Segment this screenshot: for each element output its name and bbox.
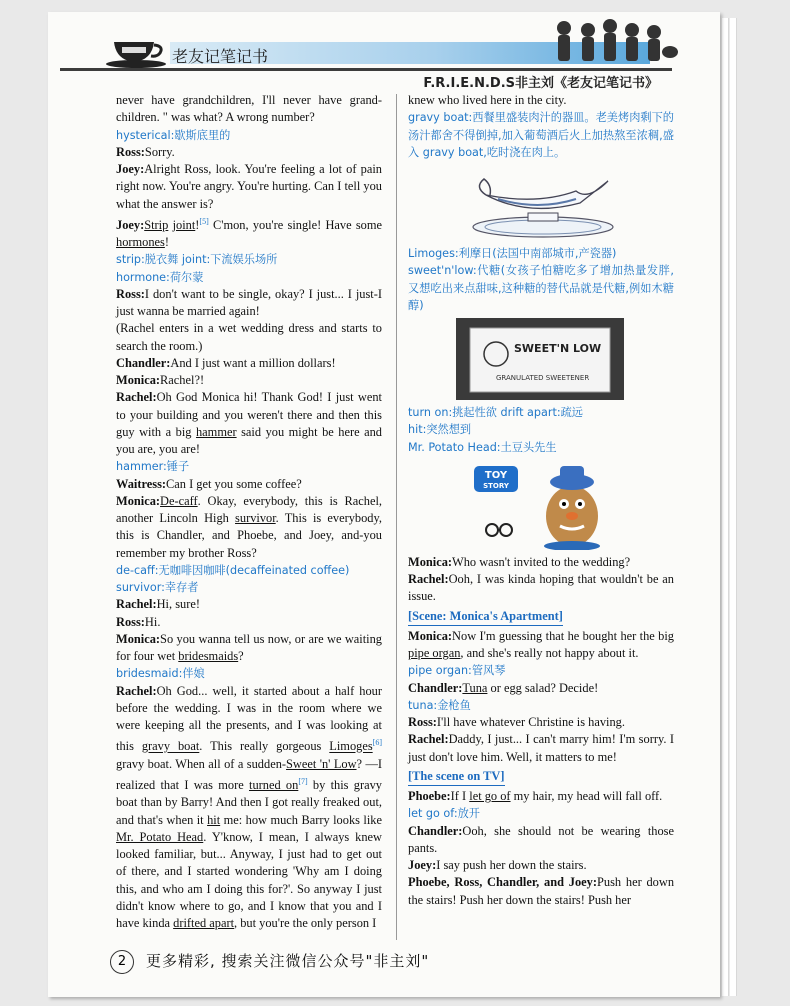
note-text: hysterical:歇斯底里的 [116,128,231,142]
text-run: Push her down the stairs! Push her down the stairs! Push her [408,875,675,907]
text-run: Who wasn't invited to the wedding? [452,554,631,569]
vocab-term: De-caff [160,493,198,508]
dialogue-line [116,683,382,933]
speaker-name: Monica: [116,373,161,388]
vocab-note [408,439,674,456]
vocab-note [116,127,382,144]
page-number: 2 [110,950,134,974]
dialogue-line [116,476,382,493]
dialogue-line [116,144,382,161]
dialogue-line [408,571,674,606]
text-run: or egg salad? Decide! [487,680,599,695]
vocab-term: Mr. Potato Head [116,829,204,844]
text-run: Sorry. [144,144,175,159]
text-run: Can I get you some coffee? [166,476,302,491]
speaker-name: Monica: [408,628,453,643]
text-run: Hi. [144,614,161,629]
text-run: Oh God... well, it started about a half hour before the wedding. I was in the room where we were keeping all the presents, and I was looking at this [116,683,382,754]
sweet-n-low-packet-image [456,318,624,400]
dialogue-line [408,874,674,909]
dialogue-line [116,614,382,631]
speaker-name: Ross: [116,286,145,301]
text-run: Hi, sure! [156,597,200,612]
text-run: my hair, my head will fall off. [510,789,663,803]
text-run: If I [450,789,470,803]
dialogue-line [408,628,674,663]
text-run: never have grandchildren, I'll never have grand-children. " was what? A wrong number? [116,93,382,125]
sweet-brand-text: SWEET'N LOW [514,342,602,355]
note-text: hammer:锤子 [116,460,190,474]
gravy-boat-image [468,165,618,241]
speaker-name: Joey: [408,858,437,872]
text-run: gravy boat. When all of a sudden- [116,756,287,771]
vocab-note [116,251,382,268]
text-run: knew who lived here in the city. [408,93,567,107]
note-text: hormone:荷尔蒙 [116,270,204,284]
text-run: ! [164,235,170,250]
vocab-term: hit [207,812,221,827]
vocab-term: survivor [235,511,276,526]
vocab-note [116,579,382,596]
speaker-name: Rachel: [116,683,157,698]
text-run: Ooh, I was kinda hoping that wouldn't be an issue. [408,572,674,604]
text-run: I say push her down the stairs. [436,858,587,872]
speaker-name: Rachel: [116,390,157,405]
vocab-term: drifted apart [173,916,235,931]
scene-heading [408,766,674,788]
dialogue-line [116,389,382,458]
vocab-note [116,458,382,475]
vocab-term: let go of [469,789,511,803]
page-edge [730,18,737,996]
vocab-note [116,269,382,286]
vocab-term: pipe organ [408,646,461,660]
note-text: pipe organ:管风琴 [408,664,506,678]
note-text: strip:脱衣舞 joint:下流娱乐场所 [116,253,278,267]
text-run: said you might be here and you are, you are! [116,424,383,457]
speaker-name: Rachel: [116,597,157,612]
page-header [60,30,678,98]
vocab-note [408,404,674,421]
page-footer [100,944,700,984]
text-run: by this gravy boat than by Barry! And then I got really freaked out, and that's when it [116,778,382,827]
scene-label: [The scene on TV] [408,768,505,786]
text-run: Ooh, she should not be wearing those pants. [408,823,674,855]
footnote-mark: [6] [372,738,382,748]
text-run: I don't want to be single, okay? I just... I just-I just wanna be married again! [116,286,382,319]
vocab-note [116,562,382,579]
right-column-text [408,554,674,909]
right-column-text [408,245,674,314]
speaker-name: Monica: [116,631,161,646]
text-run: C'mon, you're single! Have some [208,217,382,232]
vocab-note [408,805,674,822]
speaker-name: Ross: [116,144,145,159]
note-text: let go of:放开 [408,807,480,821]
dialogue-line [116,631,382,666]
dialogue-line [116,320,382,355]
speaker-name: Joey: [116,162,145,176]
footnote-mark: [7] [298,777,308,786]
text-run: me: how much Barry looks like [220,812,382,827]
text-run: . This is everybody, this is Chandler, and Phoebe, and Joey, and-you remember my brother Ross? [116,511,382,560]
scene-heading [408,606,674,628]
dialogue-line [408,714,674,731]
text-run: (Rachel enters in a wet wedding dress and starts to search the room.) [116,321,382,353]
note-text: Limoges:利摩日(法国中南部城市,产瓷器) [408,247,617,260]
vocab-note [408,697,674,714]
note-text: survivor:幸存者 [116,581,199,595]
vocab-term: Tuna [462,680,488,695]
dialogue-line [408,92,674,109]
note-text: turn on:挑起性欲 drift apart:疏远 [408,406,583,419]
text-run: . This really gorgeous [199,739,330,754]
dialogue-line [408,680,674,697]
speaker-name: Joey: [116,217,145,232]
text-run: Oh God Monica hi! Thank God! I just went to your building and you weren't there and then this guy with a big [116,390,382,439]
right-column [408,92,674,909]
speaker-name: Monica: [116,493,161,508]
vocab-term: turned on [249,778,299,793]
column-divider [396,94,397,940]
text-run: . Y'know, I mean, I always knew looked familiar, but... Anyway, I just had to get out of there, and I started wondering 'Why am I doing this, and who am I doing this for?'. So anyway I just didn't know where to go, and I know that you and I have kinda [116,829,382,931]
dialogue-line [116,372,382,389]
note-text: bridesmaid:伴娘 [116,667,205,681]
vocab-note [408,262,674,314]
book-title: 老友记笔记书 [172,47,269,66]
dialogue-line [116,92,382,127]
book-subtitle: F.R.I.E.N.D.S非主刘《老友记笔记书》 [423,76,658,91]
dialogue-line [116,213,382,252]
vocab-term: Strip [144,217,169,232]
vocab-note [116,665,382,682]
friends-characters-icon [552,18,678,70]
speaker-name: Rachel: [408,732,449,747]
speaker-name: Waitress: [116,476,167,491]
toy-story-logo-bottom: STORY [483,481,509,490]
vocab-term: joint [172,217,196,232]
dialogue-line [408,731,674,766]
right-column-text [408,404,674,456]
vocab-term: hormones [116,235,165,250]
dialogue-line [116,286,382,321]
speaker-name: Monica: [408,554,453,569]
dialogue-line [408,823,674,858]
vocab-note [408,662,674,679]
speaker-name: Chandler: [408,823,463,838]
note-text: sweet'n'low:代糖(女孩子怕糖吃多了增加热量发胖,又想吃出来点甜味,这种糖的替代品就是代糖,例如木糖醇) [408,264,674,312]
text-run: , but you're the only person I [234,916,377,931]
sweet-caption-text: GRANULATED SWEETENER [496,374,590,382]
speaker-name: Phoebe: [408,789,451,803]
footnote-mark: [5] [199,216,209,226]
dialogue-line [408,857,674,874]
footer-promo-text: 更多精彩, 搜索关注微信公众号"非主刘" [146,952,430,970]
header-rule [60,68,672,71]
dialogue-line [408,788,674,805]
text-run: , and she's really not happy about it. [460,646,639,660]
text-run: Alright Ross, look. You're feeling a lot of pain right now. You're angry. You're hurting. Can I tell you what the answer is? [116,162,382,211]
left-column-text [116,92,382,932]
speaker-name: Rachel: [408,572,449,586]
text-run: I'll have whatever Christine is having. [436,715,625,729]
dialogue-line [408,554,674,571]
note-text: tuna:金枪鱼 [408,698,471,712]
speaker-name: Ross: [116,614,145,629]
speaker-name: Phoebe, Ross, Chandler, and Joey: [408,875,598,890]
page-edge [722,18,729,996]
text-run: So you wanna tell us now, or are we waiting for four wet [116,631,382,664]
text-run: ? —I realized that I was more [116,756,382,793]
left-column [116,92,382,932]
speaker-name: Chandler: [116,355,171,370]
note-text: gravy boat:西餐里盛装肉汁的器皿。老美烤肉剩下的汤汁都舍不得倒掉,加入葡萄酒后火上加热熬至浓稠,盛入 gravy boat,吃时浇在肉上。 [408,111,674,159]
speaker-name: Chandler: [408,680,463,695]
vocab-term: hammer [195,424,237,439]
scene-label: [Scene: Monica's Apartment] [408,608,563,626]
teacup-logo-icon [104,38,168,68]
text-run: Rachel?! [160,373,205,388]
dialogue-line [116,493,382,562]
text-run: ? [238,649,244,664]
note-text: hit:突然想到 [408,423,472,437]
dialogue-line [116,596,382,613]
vocab-term: bridesmaids [178,649,239,664]
vocab-note [408,421,674,438]
speaker-name: Ross: [408,715,437,729]
dialogue-line [116,161,382,213]
note-text: de-caff:无咖啡因咖啡(decaffeinated coffee) [116,563,350,577]
vocab-note [408,109,674,161]
text-run: . Okay, everybody, this is Rachel, another Lincoln High [116,493,382,526]
vocab-term: Limoges [329,739,373,754]
vocab-term: gravy boat [141,739,200,754]
toy-story-logo-top: TOY [484,469,508,481]
dialogue-line [116,355,382,372]
text-run: ! [195,217,200,232]
text-run: Daddy, I just... I can't marry him! I'm sorry. I just don't love him. Well, it matters to me! [408,732,674,764]
right-column-text [408,92,674,161]
text-run: Now I'm guessing that he bought her the big [452,628,674,643]
text-run: And I just want a million dollars! [170,355,336,370]
note-text: Mr. Potato Head:土豆头先生 [408,440,557,454]
mr-potato-head-image [472,460,612,550]
vocab-note [408,245,674,262]
vocab-term: Sweet 'n' Low [286,756,357,771]
